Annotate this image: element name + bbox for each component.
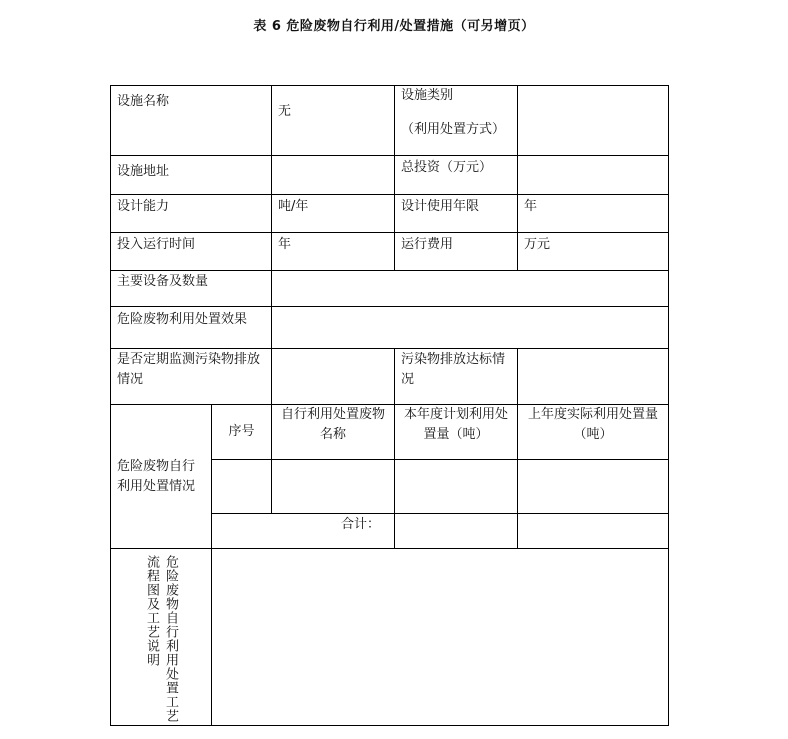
total-label: 合计： bbox=[212, 514, 395, 549]
facility-address-label: 设施地址 bbox=[111, 156, 272, 195]
header-planned-amount: 本年度计划利用处置量（吨） bbox=[395, 405, 518, 460]
total-investment-label: 总投资（万元） bbox=[395, 156, 518, 195]
design-capacity-label: 设计能力 bbox=[111, 195, 272, 233]
facility-name-label: 设施名称 bbox=[111, 86, 272, 156]
total-actual-cell[interactable] bbox=[518, 514, 669, 549]
design-life-label: 设计使用年限 bbox=[395, 195, 518, 233]
facility-type-value[interactable] bbox=[518, 86, 669, 156]
effect-value[interactable] bbox=[272, 307, 669, 349]
disposal-form-table bbox=[110, 85, 669, 726]
row-waste-name-cell[interactable] bbox=[272, 460, 395, 514]
flow-label-text: 危险废物自行利用处置工艺流程图及工艺说明 bbox=[144, 555, 178, 723]
monitoring-label: 是否定期监测污染物排放情况 bbox=[111, 349, 272, 405]
header-waste-name: 自行利用处置废物名称 bbox=[272, 405, 395, 460]
self-disposal-label: 危险废物自行利用处置情况 bbox=[111, 405, 212, 549]
facility-address-value[interactable] bbox=[272, 156, 395, 195]
row-actual-cell[interactable] bbox=[518, 460, 669, 514]
total-planned-cell[interactable] bbox=[395, 514, 518, 549]
flow-label bbox=[111, 549, 212, 726]
operating-cost-value[interactable]: 万元 bbox=[518, 233, 669, 271]
start-time-value[interactable]: 年 bbox=[272, 233, 395, 271]
effect-label: 危险废物利用处置效果 bbox=[111, 307, 272, 349]
facility-name-value[interactable]: 无 bbox=[272, 86, 395, 156]
facility-type-label bbox=[395, 86, 518, 156]
compliance-label: 污染物排放达标情况 bbox=[395, 349, 518, 405]
operating-cost-label: 运行费用 bbox=[395, 233, 518, 271]
main-equipment-label: 主要设备及数量 bbox=[111, 271, 272, 307]
compliance-value[interactable] bbox=[518, 349, 669, 405]
facility-type-label-line2: （利用处置方式） bbox=[401, 122, 506, 137]
main-equipment-value[interactable] bbox=[272, 271, 669, 307]
page-title: 表 6 危险废物自行利用/处置措施（可另增页） bbox=[253, 19, 535, 34]
row-planned-cell[interactable] bbox=[395, 460, 518, 514]
total-investment-value[interactable] bbox=[518, 156, 669, 195]
design-life-value[interactable]: 年 bbox=[518, 195, 669, 233]
start-time-label: 投入运行时间 bbox=[111, 233, 272, 271]
design-capacity-value[interactable]: 吨/年 bbox=[272, 195, 395, 233]
facility-type-label-line1: 设施类别 bbox=[401, 88, 454, 103]
flow-content[interactable] bbox=[212, 549, 669, 726]
monitoring-value[interactable] bbox=[272, 349, 395, 405]
row-seq-cell[interactable] bbox=[212, 460, 272, 514]
header-seq: 序号 bbox=[212, 405, 272, 460]
header-actual-amount: 上年度实际利用处置量（吨） bbox=[518, 405, 669, 460]
